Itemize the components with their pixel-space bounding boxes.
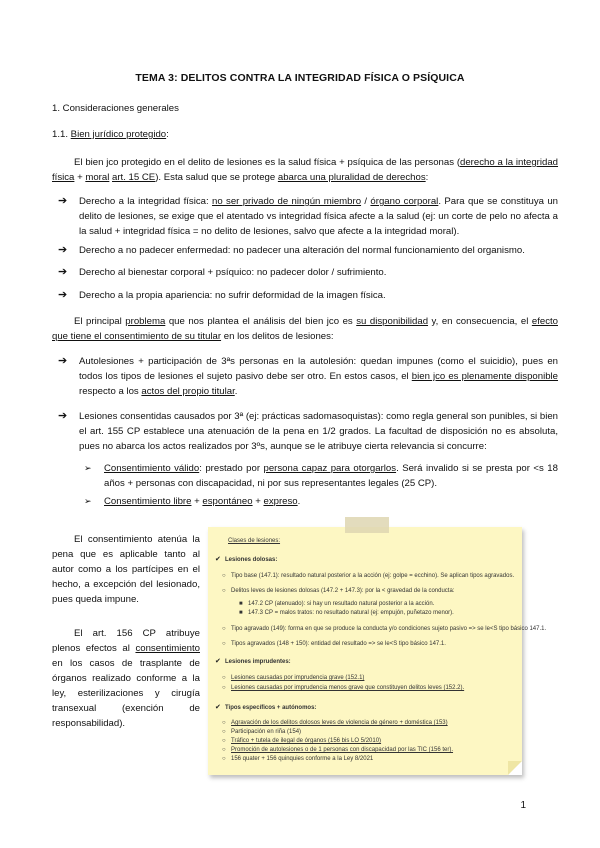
check-icon: ✔ — [215, 704, 221, 711]
text-run: : prestado por — [199, 463, 264, 474]
arrow-bullet-icon: ➔ — [58, 355, 68, 367]
underlined-term: consentimiento — [135, 643, 200, 654]
note-bullet-icon: ○ — [222, 756, 226, 762]
note-heading: Clases de lesiones: — [228, 538, 281, 544]
arrow-bullet-icon: ➔ — [58, 289, 68, 301]
underlined-term: actos del propio titular — [141, 386, 235, 397]
text-run: . Para que se constituya un delito de lesiones, se exige que el atentado vs integridad física afecte a la salud (ej: un corte de pelo no afecta a la salud + integridad física = no delito de lesiones, salvo que afecte a la integridad moral). — [79, 196, 559, 237]
underlined-term: problema — [125, 316, 166, 327]
subsection-heading — [52, 127, 169, 142]
bullet-item: Derecho a la propia apariencia: no sufrir deformidad de la imagen física. — [79, 290, 386, 301]
note-line: Tipo agravado (149): forma en que se produce la conducta y/o condiciones sujeto pasivo => se le<S tipo básico 147.1. — [231, 626, 547, 632]
text-run: El bien jco protegido en el delito de lesiones es la salud física + psíquica de las personas ( — [74, 157, 461, 168]
underlined-term: bien jco es plenamente disponible — [411, 371, 559, 382]
note-group-title: Tipos específicos + autónomos: — [225, 705, 317, 711]
note-square-icon: ■ — [239, 610, 243, 616]
subsection-colon: : — [166, 129, 169, 140]
intro-paragraph — [52, 155, 558, 185]
underlined-term: efecto que tiene el consentimiento de su titular — [52, 316, 558, 342]
note-line: 147.3 CP = malos tratos: no resultado natural (ej: empujón, puñetazo menor). — [248, 610, 454, 616]
arrow-bullet-icon: ➔ — [58, 244, 68, 256]
note-bullet-icon: ○ — [222, 747, 226, 753]
page-curl — [508, 761, 522, 775]
consent-paragraph — [52, 314, 558, 344]
bullet-item: Derecho a no padecer enfermedad: no padecer una alteración del normal funcionamiento del organismo. — [79, 245, 525, 256]
side-note-art156 — [52, 626, 200, 731]
text-run: en los delitos de lesiones: — [221, 331, 334, 342]
arrow-bullet-icon: ➔ — [58, 195, 68, 207]
text-run: . — [297, 496, 301, 507]
tape-strip — [345, 517, 389, 533]
text-run: : — [425, 172, 429, 183]
text-run: + — [74, 172, 86, 183]
subsection-number: 1.1. — [52, 129, 71, 140]
note-square-icon: ■ — [239, 601, 243, 607]
text-run: respecto a los — [79, 386, 142, 397]
underlined-term: órgano corporal — [370, 196, 439, 207]
note-line: Lesiones causadas por imprudencia grave (152.1) — [231, 675, 365, 681]
triangle-bullet-icon: ➢ — [84, 463, 92, 473]
text-run: Autolesiones + participación de 3ªs personas en la autolesión: quedan impunes (como el suicidio), pues en todos los tipos de lesiones el sujeto pasivo debe ser otro. En estos casos, el — [79, 356, 558, 382]
note-line: 147.2 CP (atenuado): si hay un resultado natural posterior a la acción. — [248, 601, 435, 607]
note-line: Participación en riña (154) — [231, 729, 302, 735]
underlined-term: persona capaz para otorgarlos — [263, 463, 397, 474]
side-note-consent: El consentimiento atenúa la pena que es aplicable tanto al autor como a los partícipes en el hecho, a excepción del lesionado, pues queda impune. — [52, 534, 200, 605]
text-run: ). Esta salud que se protege — [155, 172, 278, 183]
subsection-label: Bien jurídico protegido — [70, 129, 167, 140]
note-group-title: Lesiones dolosas: — [225, 557, 278, 563]
text-run: Derecho a la integridad física: — [79, 196, 213, 207]
sub-bullet-item — [104, 461, 558, 491]
page-title: TEMA 3: DELITOS CONTRA LA INTEGRIDAD FÍSICA O PSÍQUICA — [135, 72, 465, 84]
underlined-term: Consentimiento válido — [104, 463, 200, 474]
underlined-term: art. 15 CE — [112, 172, 156, 183]
text-run: . — [234, 386, 238, 397]
underlined-term: abarca una pluralidad de derechos — [277, 172, 426, 183]
text-run: El art. 156 CP atribuye plenos efectos al — [52, 628, 200, 654]
note-line: 156 quater + 156 quinquies conforme a la Ley 8/2021 — [231, 756, 374, 762]
bullet-item — [79, 354, 558, 399]
note-line: Promoción de autolesiones o de 1 personas con discapacidad por las TIC (156 ter). — [231, 747, 454, 753]
note-bullet-icon: ○ — [222, 685, 226, 691]
underlined-term: Consentimiento libre — [104, 496, 192, 507]
underlined-term: su disponibilidad — [356, 316, 429, 327]
note-line: Tipo base (147.1): resultado natural posterior a la acción (ej: golpe = ecchino). Se aplican tipos agravados. — [231, 573, 515, 579]
note-line: Agravación de los delitos dolosos leves de violencia de género + doméstica (153) — [231, 720, 448, 726]
bullet-item: Derecho al bienestar corporal + psíquico: no padecer dolor / sufrimiento. — [79, 267, 387, 278]
arrow-bullet-icon: ➔ — [58, 410, 68, 422]
arrow-bullet-icon: ➔ — [58, 266, 68, 278]
triangle-bullet-icon: ➢ — [84, 496, 92, 506]
underlined-term: derecho a la integridad física — [52, 157, 559, 183]
sub-bullet-item — [104, 494, 558, 509]
text-run: / — [361, 196, 371, 207]
text-run: + — [252, 496, 264, 507]
underlined-term: espontáneo — [202, 496, 253, 507]
text-run: y, en consecuencia, el — [428, 316, 532, 327]
note-bullet-icon: ○ — [222, 720, 226, 726]
section-heading: 1. Consideraciones generales — [52, 103, 179, 114]
note-bullet-icon: ○ — [222, 729, 226, 735]
bullet-item — [79, 194, 558, 239]
note-bullet-icon: ○ — [222, 626, 226, 632]
note-bullet-icon: ○ — [222, 641, 226, 647]
note-line: Delitos leves de lesiones dolosas (147.2 + 147.3): por la < gravedad de la conducta: — [231, 588, 455, 594]
note-line: Tipos agravados (148 + 150): entidad del resultado => se le<S tipo básico 147.1. — [231, 641, 446, 647]
underlined-term: no ser privado de ningún miembro — [212, 196, 362, 207]
text-run: en los casos de trasplante de órganos realizado conforme a la ley, esterilizaciones y cirugía transexual (exención de responsabilidad). — [52, 658, 200, 729]
check-icon: ✔ — [215, 556, 221, 563]
page-number: 1 — [520, 800, 526, 811]
note-bullet-icon: ○ — [222, 573, 226, 579]
underlined-term: expreso — [263, 496, 298, 507]
bullet-item: Lesiones consentidas causados por 3ª (ej: prácticas sadomasoquistas): como regla general son punibles, si bien el art. 155 CP establece una atenuación de la pena en 1/2 grados. La facultad de disposición no es absoluta, pues no abarca los actos realizados por 3ºs, aunque se le atribuye cierta relevancia si concurre: — [79, 411, 558, 452]
note-line: Lesiones causadas por imprudencia menos grave que constituyen delitos leves (152.2). — [231, 685, 465, 691]
text-run: que nos plantea el análisis del bien jco es — [165, 316, 357, 327]
text-run: . Será invalido si se presta por <s 18 años + personas con discapacidad, ni por sus representantes legales (25 CP). — [104, 463, 558, 489]
note-bullet-icon: ○ — [222, 675, 226, 681]
note-bullet-icon: ○ — [222, 738, 226, 744]
note-group-title: Lesiones imprudentes: — [225, 659, 291, 665]
note-line: Tráfico + tutela de ilegal de órganos (156 bis LO 5/2010) — [231, 738, 382, 744]
check-icon: ✔ — [215, 658, 221, 665]
text-run: + — [191, 496, 203, 507]
text-run: El principal — [74, 316, 126, 327]
note-bullet-icon: ○ — [222, 588, 226, 594]
underlined-term: moral — [85, 172, 110, 183]
